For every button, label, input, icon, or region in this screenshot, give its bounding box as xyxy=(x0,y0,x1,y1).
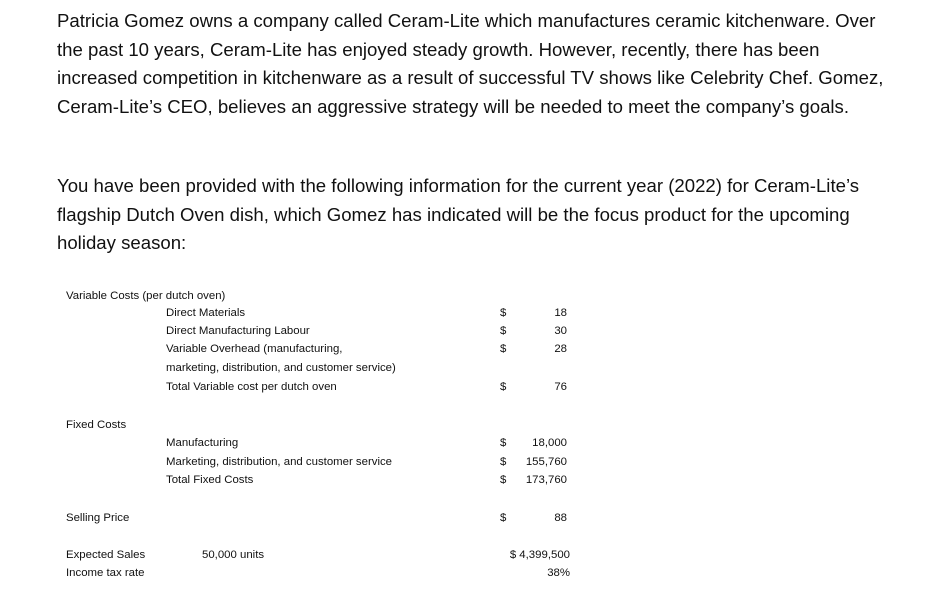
variable-overhead-label-2: marketing, distribution, and customer service) xyxy=(166,362,396,374)
selling-price-currency: $ xyxy=(500,512,507,524)
variable-overhead-value: 28 xyxy=(554,343,567,355)
marketing-label: Marketing, distribution, and customer service xyxy=(166,456,393,468)
variable-overhead-label-1: Variable Overhead (manufacturing, xyxy=(166,343,343,355)
income-tax-rate-value: 38% xyxy=(547,567,570,579)
fixed-costs-header: Fixed Costs xyxy=(66,419,127,431)
total-variable-value: 76 xyxy=(554,381,567,393)
direct-labour-label: Direct Manufacturing Labour xyxy=(166,325,310,337)
direct-materials-label: Direct Materials xyxy=(166,307,246,319)
direct-labour-currency: $ xyxy=(500,325,507,337)
expected-sales-label: Expected Sales xyxy=(66,549,146,561)
selling-price-value: 88 xyxy=(554,512,567,524)
intro-paragraph-1: Patricia Gomez owns a company called Ceram-Lite which manufactures ceramic kitchenware. Over the past 10 years, Ceram-Lite has enjoyed steady growth. However, recently, there has been increased competition in kitchenware as a result of successful TV shows like Celebrity Chef. Gomez, Ceram-Lite’s CEO, believes an aggressive strategy will be needed to meet the company’s goals. xyxy=(57,10,884,117)
expected-sales-value: $ 4,399,500 xyxy=(509,549,570,561)
variable-costs-header: Variable Costs (per dutch oven) xyxy=(66,290,226,302)
total-fixed-currency: $ xyxy=(500,474,507,486)
total-fixed-value: 173,760 xyxy=(525,474,567,486)
expected-sales-units: 50,000 units xyxy=(202,549,265,561)
manufacturing-currency: $ xyxy=(500,437,507,449)
income-tax-rate-label: Income tax rate xyxy=(66,567,145,579)
direct-materials-currency: $ xyxy=(500,307,507,319)
direct-materials-value: 18 xyxy=(554,307,567,319)
selling-price-label: Selling Price xyxy=(66,512,130,524)
total-variable-label: Total Variable cost per dutch oven xyxy=(166,381,337,393)
direct-labour-value: 30 xyxy=(554,325,567,337)
total-fixed-label: Total Fixed Costs xyxy=(166,474,254,486)
intro-paragraph-2: You have been provided with the following information for the current year (2022) for Ceram-Lite’s flagship Dutch Oven dish, which Gomez has indicated will be the focus product for the upcoming holiday season: xyxy=(57,175,860,253)
manufacturing-label: Manufacturing xyxy=(166,437,239,449)
total-variable-currency: $ xyxy=(500,381,507,393)
marketing-value: 155,760 xyxy=(525,456,567,468)
manufacturing-value: 18,000 xyxy=(532,437,567,449)
variable-overhead-currency: $ xyxy=(500,343,507,355)
marketing-currency: $ xyxy=(500,456,507,468)
